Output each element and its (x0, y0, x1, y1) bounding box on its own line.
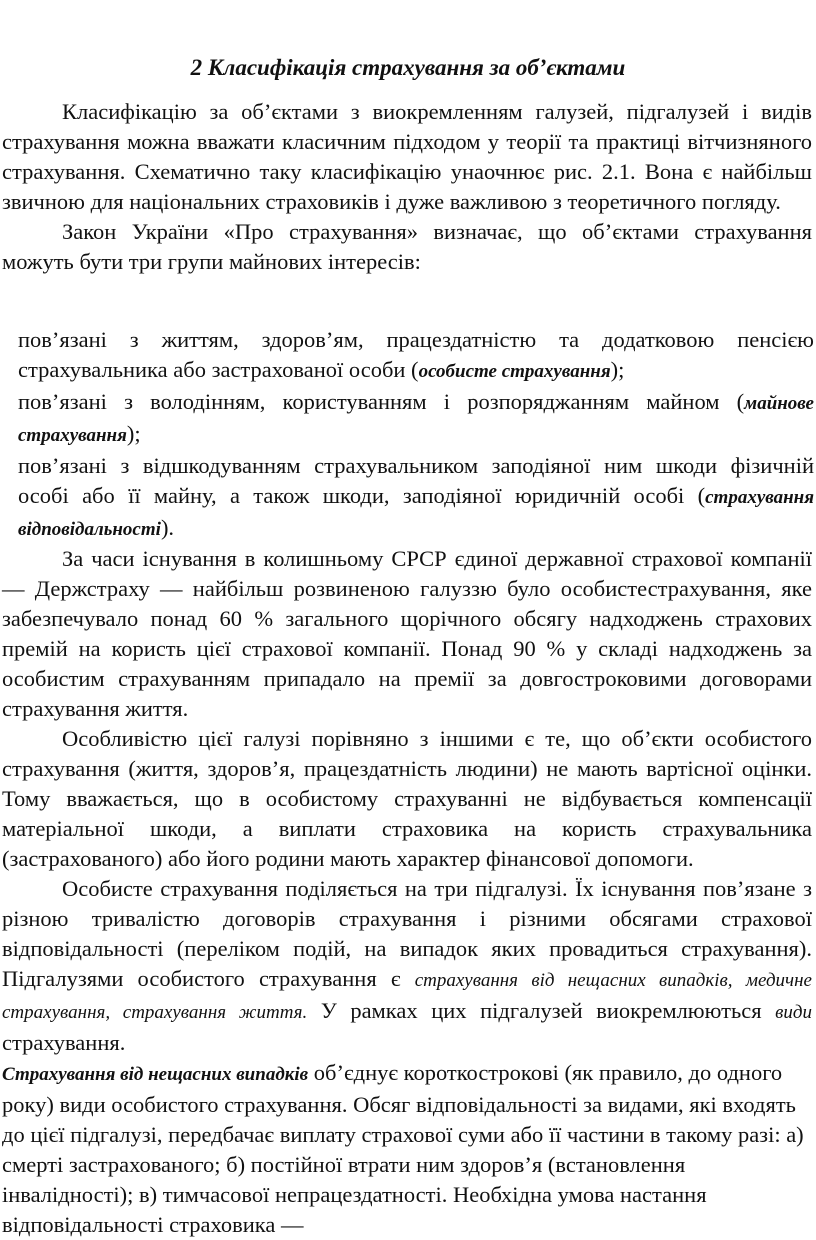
types-word: види (775, 1002, 812, 1023)
paragraph-accident-insurance: Страхування від нещасних випадків об’єднує короткострокові (як правило, до одного року) види особистого страхування. Обсяг відповідальності за видами, які входять до цієї підгалузі, передбачає виплату страхової суми або її частини в такому разі: а) смерті застрахованого; б) постійної втрати ним здоров’я (встановлення інвалідності); в) тимчасової непрацездатності. Необхідна умова настання відповідальності страховика — (2, 1060, 804, 1237)
term-property-insurance: майнове страхування (18, 393, 814, 446)
term-accident-insurance: Страхування від нещасних випадків (2, 1064, 309, 1085)
body-block (2, 544, 812, 1240)
paragraph-classification: Класифікацію за об’єктами з виокремленням галузей, підгалузей і видів страхування можна вважати класичним підходом у теорії та практиці вітчизняного страхування. Схематично таку класифікацію унаочнює рис. 2.1. Вона є найбільш звичною для національних страховиків і дуже важливою з теоретичного погляду. (2, 99, 812, 214)
paragraph-law: Закон України «Про страхування» визначає, що об’єктами страхування можуть бути три групи майнових інтересів: (2, 219, 812, 274)
list-item: пов’язані з володінням, користуванням і розпоряджанням майном (майнове страхування); (18, 389, 814, 446)
subbranch-list: страхування від нещасних випадків, медичне страхування, страхування життя. (2, 970, 812, 1023)
list-item: пов’язані з відшкодуванням страхувальником заподіяної ним шкоди фізичній особі або її майну, а також шкоди, заподіяної юридичній особі (страхування відповідальності). (18, 453, 814, 540)
interests-list (18, 325, 814, 545)
term-personal-insurance: особисте страхування (418, 361, 611, 382)
section-heading: 2 Класифікація страхування за об’єктами (190, 55, 626, 80)
paragraph-history: За часи існування в колишньому СРСР єдиної державної страхової компанії — Держстраху — найбільш розвиненою галуззю було особистестрахування, яке забезпечувало понад 60 % загального щорічного обсягу надходжень страхових премій на користь цієї страхової компанії. Понад 90 % у складі надходжень за особистим страхуванням припадало на премії за довгостроковими договорами страхування життя. (2, 546, 812, 721)
term-liability-insurance: страхування відповідальності (18, 487, 814, 540)
list-item: пов’язані з життям, здоров’ям, працездатністю та додатковою пенсією страхувальника або застрахованої особи (особисте страхування); (18, 327, 814, 382)
paragraph-subbranches: Особисте страхування поділяється на три підгалузі. Їх існування пов’язане з різною тривалістю договорів страхування і різними обсягами страхової відповідальності (переліком подій, на випадок яких провадиться страхування). Підгалузями особистого страхування є страхування від нещасних випадків, медичне страхування, страхування життя. У рамках цих підгалузей виокремлюються види страхування. (2, 876, 812, 1055)
intro-block (2, 97, 812, 277)
paragraph-feature: Особливістю цієї галузі порівняно з іншими є те, що об’єкти особистого страхування (життя, здоров’я, працездатність людини) не мають вартісної оцінки. Тому вважається, що в особистому страхуванні не відбувається компенсації матеріальної шкоди, а виплати страховика на користь страхувальника (застрахованого) або його родини мають характер фінансової допомоги. (2, 726, 812, 871)
